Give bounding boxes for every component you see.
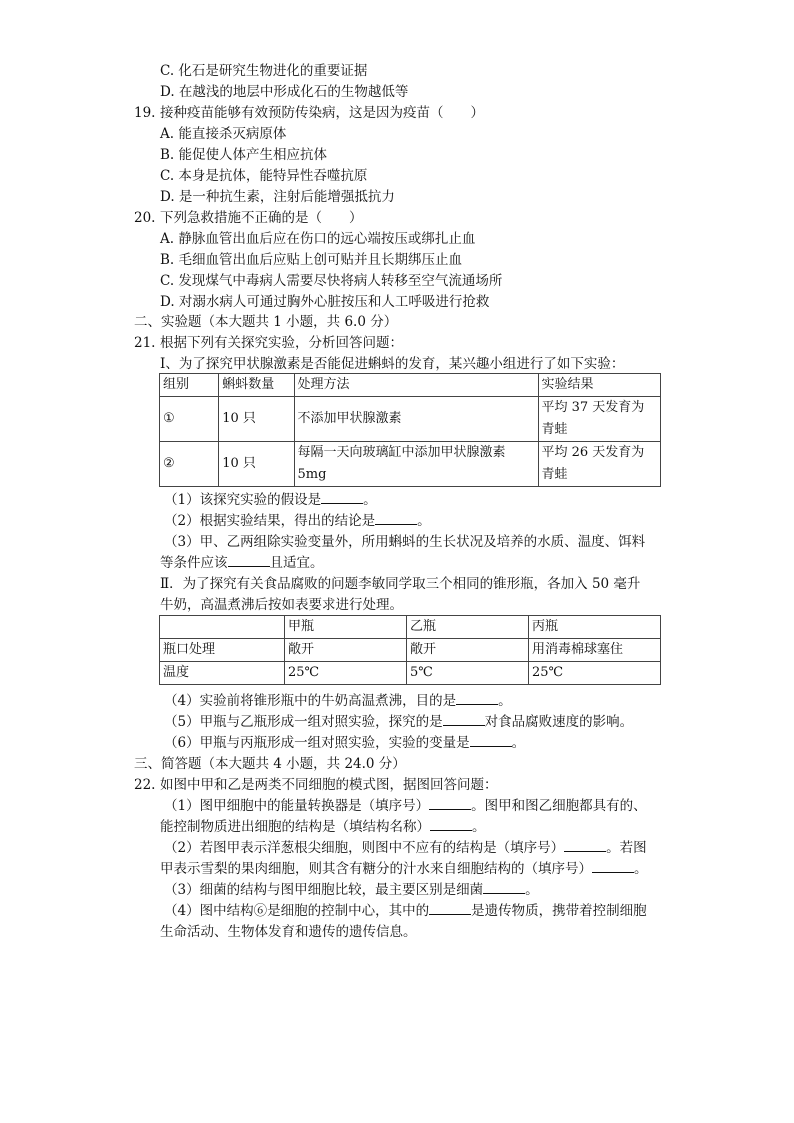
q20-option-c: C. 发现煤气中毒病人需要尽快将病人转移至空气流通场所 bbox=[160, 273, 503, 289]
q22-sub4-line2: 生命活动、生物体发育和遗传的遗传信息。 bbox=[160, 924, 417, 940]
table-header-cell bbox=[160, 616, 285, 639]
table-row bbox=[160, 639, 661, 662]
q18-option-c: C. 化石是研究生物进化的重要证据 bbox=[160, 63, 368, 79]
q21-sub6: （6）甲瓶与丙瓶形成一组对照实验，实验的变量是 。 bbox=[164, 735, 526, 751]
q22-sub1-line1: （1）图甲细胞中的能量转换器是（填序号） 。图甲和图乙细胞都具有的、 bbox=[164, 798, 647, 814]
table-cell: 5℃ bbox=[407, 662, 529, 685]
answer-blank[interactable] bbox=[321, 491, 363, 504]
table-cell: 敞开 bbox=[285, 639, 407, 662]
table-cell: 10 只 bbox=[219, 442, 294, 487]
q21-sub1: （1）该探究实验的假设是 。 bbox=[164, 492, 377, 508]
table-cell: 平均 37 天发育为青蛙 bbox=[538, 397, 661, 442]
table-header-cell: 实验结果 bbox=[538, 374, 661, 397]
table-row bbox=[160, 397, 661, 442]
table-cell: 敞开 bbox=[407, 639, 529, 662]
q19-option-b: B. 能促使人体产生相应抗体 bbox=[160, 147, 328, 163]
table-cell: 不添加甲状腺激素 bbox=[294, 397, 538, 442]
table-row bbox=[160, 662, 661, 685]
q19-number: 19. bbox=[134, 105, 156, 121]
q18-option-d: D. 在越浅的地层中形成化石的生物越低等 bbox=[160, 84, 409, 100]
table-header-cell: 甲瓶 bbox=[285, 616, 407, 639]
q20-option-a: A. 静脉血管出血后应在伤口的远心端按压或绑扎止血 bbox=[160, 231, 476, 247]
q21-part1-intro: I、为了探究甲状腺激素是否能促进蝌蚪的发育，某兴趣小组进行了如下实验： bbox=[160, 356, 625, 372]
q21-part2-line2: 牛奶，高温煮沸后按如表要求进行处理。 bbox=[160, 597, 403, 613]
table-cell: 用消毒棉球塞住 bbox=[529, 639, 661, 662]
q22-sub2-line1: （2）若图甲表示洋葱根尖细胞，则图中不应有的结构是（填序号） 。若图 bbox=[164, 840, 647, 856]
q19-option-c: C. 本身是抗体，能特异性吞噬抗原 bbox=[160, 168, 368, 184]
q21-part2-line1: Ⅱ．为了探究有关食品腐败的问题李敏同学取三个相同的锥形瓶，各加入 50 毫升 bbox=[160, 576, 641, 592]
answer-blank[interactable] bbox=[592, 860, 634, 873]
table-cell: 25℃ bbox=[529, 662, 661, 685]
answer-blank[interactable] bbox=[375, 512, 417, 525]
q22-sub3: （3）细菌的结构与图甲细胞比较，最主要区别是细菌 。 bbox=[164, 882, 539, 898]
q21-sub3-line2: 等条件应该 且适宜。 bbox=[160, 555, 324, 571]
answer-blank[interactable] bbox=[429, 797, 471, 810]
q21-sub4: （4）实验前将锥形瓶中的牛奶高温煮沸，目的是 。 bbox=[164, 693, 512, 709]
answer-blank[interactable] bbox=[456, 692, 498, 705]
q21-number: 21. bbox=[134, 335, 156, 351]
answer-blank[interactable] bbox=[228, 554, 270, 567]
table-cell: 温度 bbox=[160, 662, 285, 685]
table-header-cell: 乙瓶 bbox=[407, 616, 529, 639]
table-cell: 瓶口处理 bbox=[160, 639, 285, 662]
section-2-heading: 二、实验题（本大题共 1 小题，共 6.0 分） bbox=[134, 314, 398, 330]
table-cell: 25℃ bbox=[285, 662, 407, 685]
q19-option-d: D. 是一种抗生素，注射后能增强抵抗力 bbox=[160, 189, 395, 205]
q22-stem: 如图中甲和乙是两类不同细胞的模式图，据图回答问题： bbox=[160, 777, 498, 793]
q20-option-d: D. 对溺水病人可通过胸外心脏按压和人工呼吸进行抢救 bbox=[160, 294, 490, 310]
table-cell: ② bbox=[160, 442, 219, 487]
tadpole-experiment-table bbox=[159, 373, 661, 487]
answer-blank[interactable] bbox=[564, 839, 606, 852]
q19-option-a: A. 能直接杀灭病原体 bbox=[160, 126, 287, 142]
table-cell: 10 只 bbox=[219, 397, 294, 442]
table-header-row bbox=[160, 374, 661, 397]
answer-blank[interactable] bbox=[443, 713, 485, 726]
table-cell: 每隔一天向玻璃缸中添加甲状腺激素 5mg bbox=[294, 442, 538, 487]
q21-sub5: （5）甲瓶与乙瓶形成一组对照实验，探究的是 对食品腐败速度的影响。 bbox=[164, 714, 634, 730]
q22-sub4-line1: （4）图中结构⑥是细胞的控制中心，其中的 是遗传物质，携带着控制细胞 bbox=[164, 903, 647, 919]
section-3-heading: 三、简答题（本大题共 4 小题，共 24.0 分） bbox=[134, 756, 406, 772]
answer-blank[interactable] bbox=[470, 734, 512, 747]
q21-stem: 根据下列有关探究实验，分析回答问题： bbox=[160, 335, 403, 351]
answer-blank[interactable] bbox=[483, 881, 525, 894]
q21-sub2: （2）根据实验结果，得出的结论是 。 bbox=[164, 513, 431, 529]
q22-sub2-line2: 甲表示雪梨的果肉细胞，则其含有糖分的汁水来自细胞结构的（填序号） 。 bbox=[160, 861, 648, 877]
table-header-cell: 组别 bbox=[160, 374, 219, 397]
answer-blank[interactable] bbox=[430, 818, 472, 831]
table-header-cell: 处理方法 bbox=[294, 374, 538, 397]
table-cell: ① bbox=[160, 397, 219, 442]
q19-stem: 接种疫苗能够有效预防传染病，这是因为疫苗（ ） bbox=[160, 105, 484, 121]
q22-sub1-line2: 能控制物质进出细胞的结构是（填结构名称） 。 bbox=[160, 819, 486, 835]
answer-blank[interactable] bbox=[429, 902, 471, 915]
milk-experiment-table bbox=[159, 615, 661, 685]
table-row bbox=[160, 442, 661, 487]
q20-number: 20. bbox=[134, 210, 156, 226]
q21-sub3-line1: （3）甲、乙两组除实验变量外，所用蝌蚪的生长状况及培养的水质、温度、饵料 bbox=[164, 534, 646, 550]
q20-stem: 下列急救措施不正确的是（ ） bbox=[160, 210, 363, 226]
table-header-cell: 丙瓶 bbox=[529, 616, 661, 639]
table-header-row bbox=[160, 616, 661, 639]
table-cell: 平均 26 天发育为青蛙 bbox=[538, 442, 661, 487]
table-header-cell: 蝌蚪数量 bbox=[219, 374, 294, 397]
q22-number: 22. bbox=[134, 777, 156, 793]
q20-option-b: B. 毛细血管出血后应贴上创可贴并且长期绑压止血 bbox=[160, 252, 463, 268]
